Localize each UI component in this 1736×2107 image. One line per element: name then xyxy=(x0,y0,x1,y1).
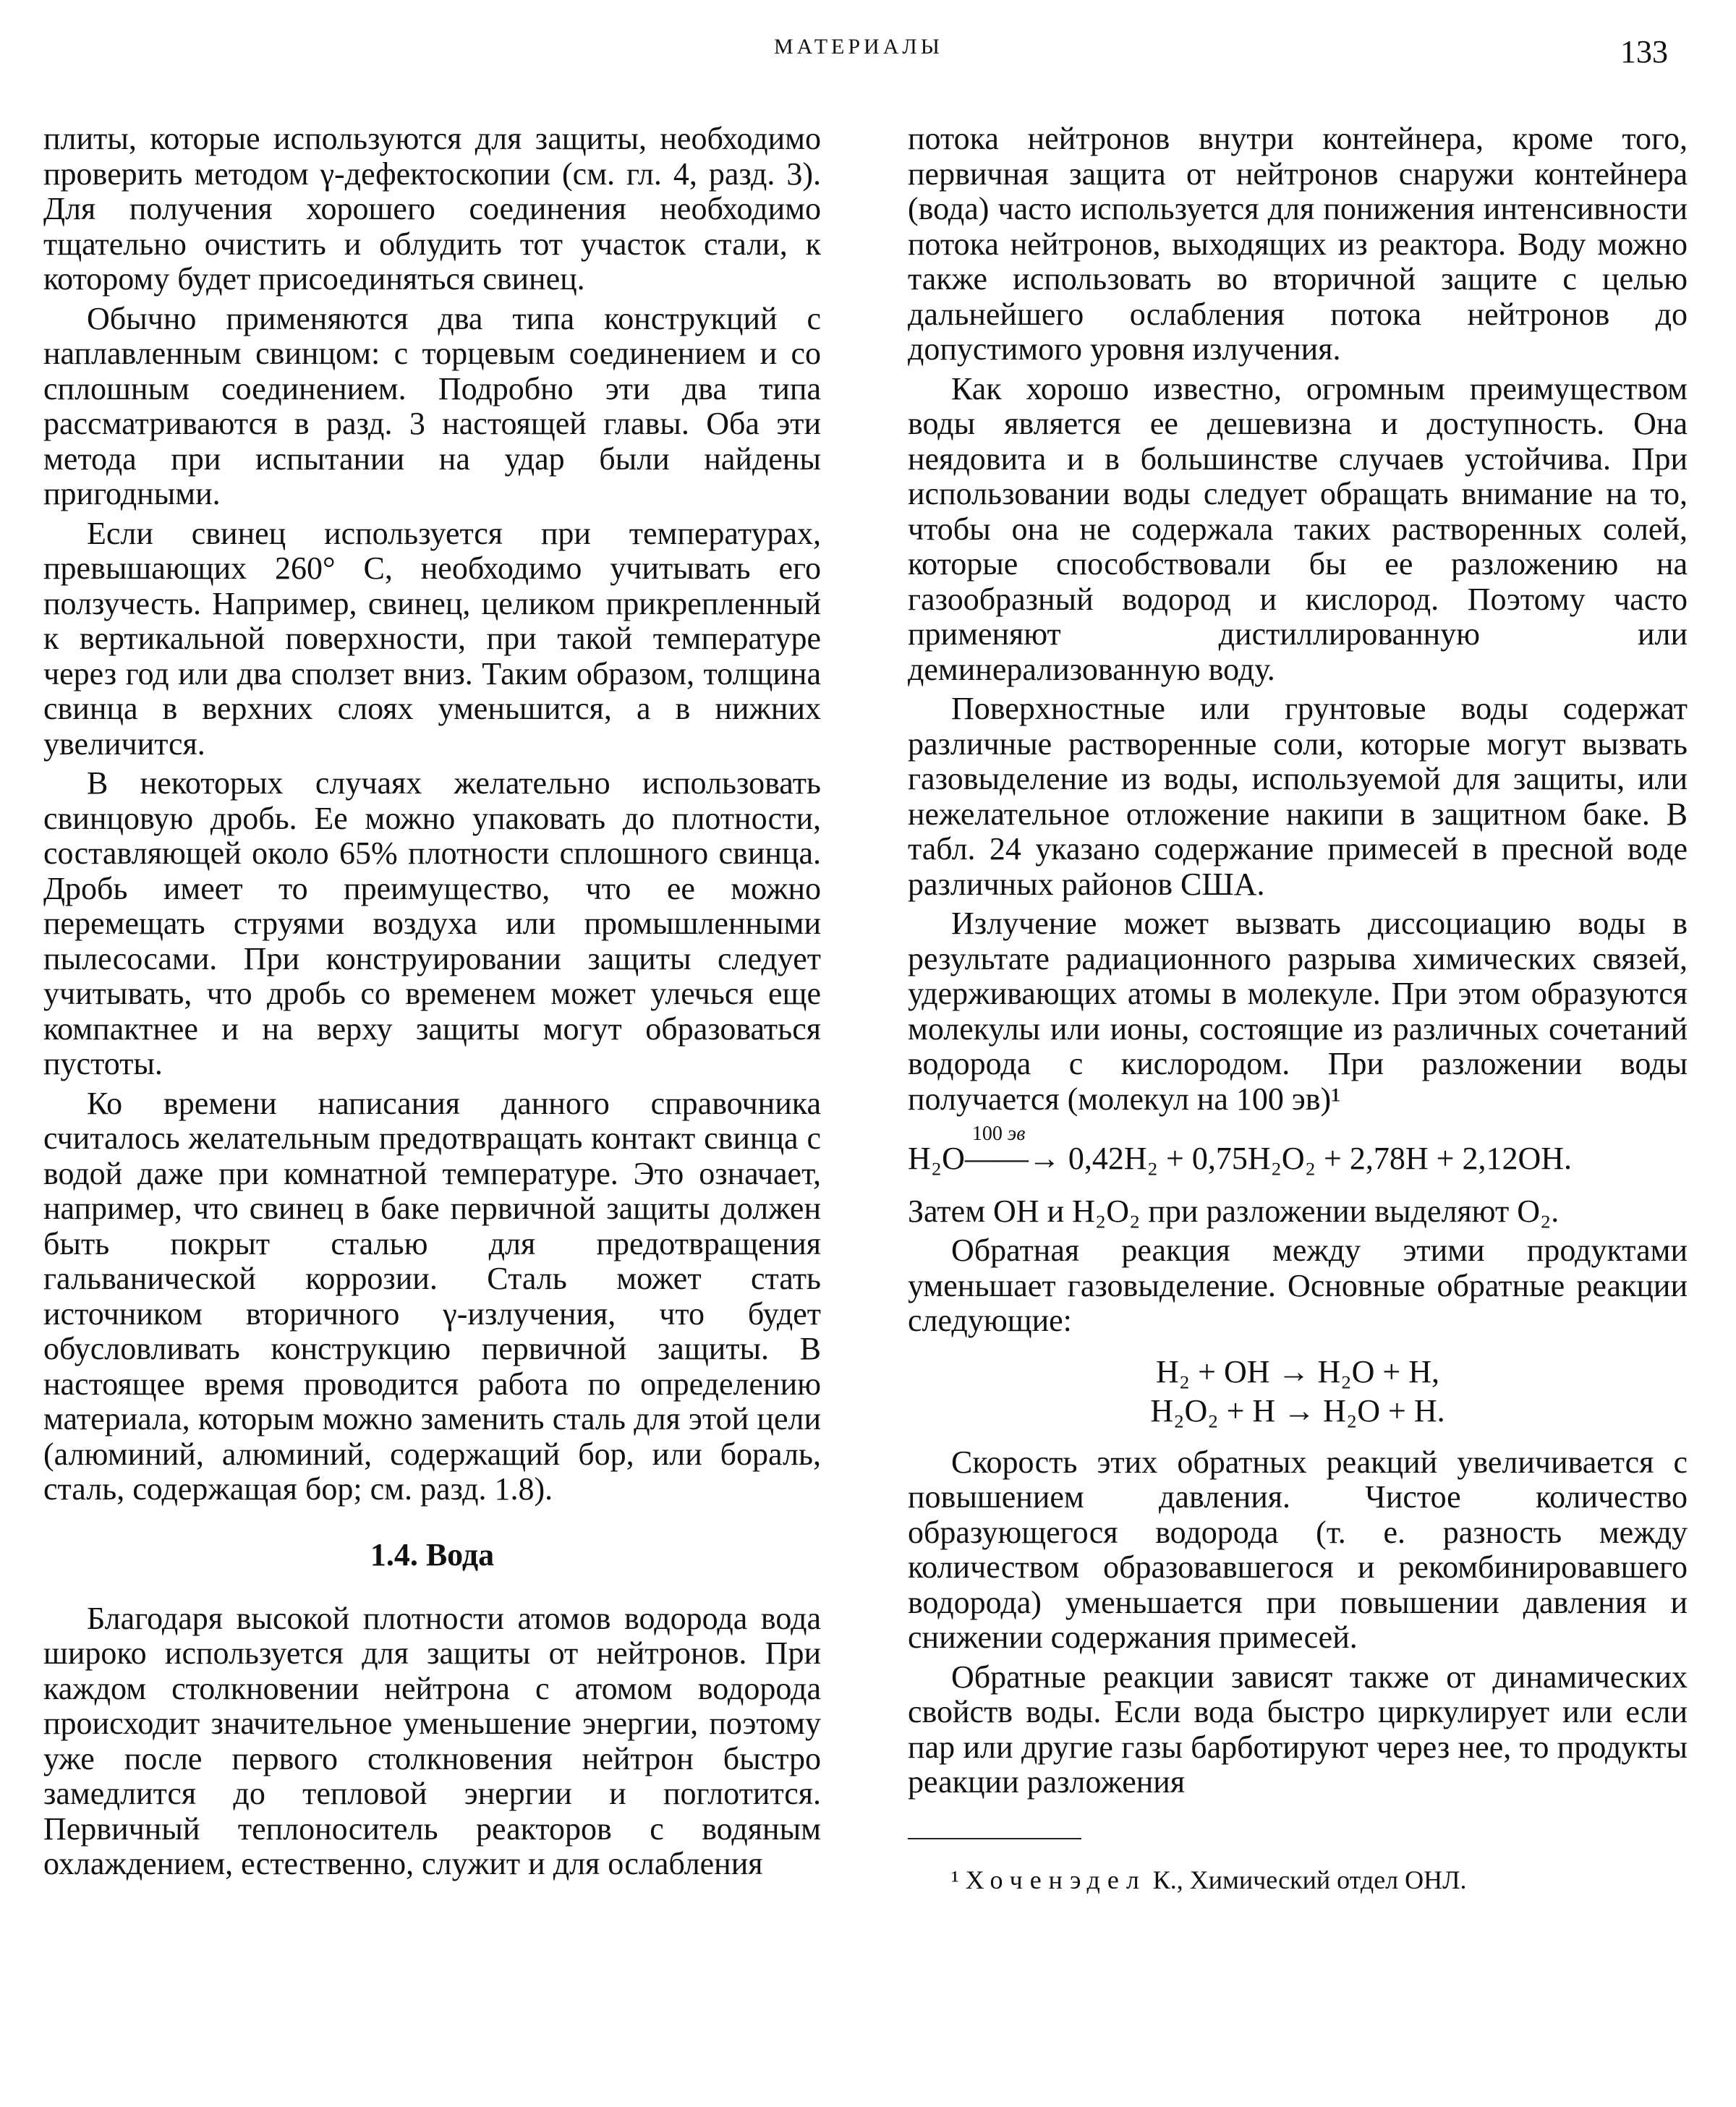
paragraph: Обратная реакция между этими продуктами уменьшает газовыделение. Основные обратные реакции следующие: xyxy=(908,1233,1688,1338)
footnote-divider xyxy=(908,1838,1081,1839)
arrow-glyph: ——→ xyxy=(964,1141,1060,1176)
paragraph: Обратные реакции зависят также от динамических свойств воды. Если вода быстро циркулирует или если пар или другие газы барботируют через нее, то продукты реакции разложения xyxy=(908,1659,1688,1800)
footnote-text: К., Химический отдел ОНЛ. xyxy=(1152,1865,1467,1894)
left-column xyxy=(43,122,821,1886)
paragraph: Ко времени написания данного справочника считалось желательным предотвращать контакт свинца с водой даже при комнатной температуре. Это означает, например, что свинец в баке первичной защиты должен быть покрыт сталью для предотвращения гальванической коррозии. Сталь может стать источником вторичного γ-излучения, что будет обусловливать конструкцию первичной защиты. В настоящее время проводится работа по определению материала, которым можно заменить сталь для этой цели (алюминий, алюминий, содержащий бор, или бораль, сталь, содержащая бор; см. разд. 1.8). xyxy=(43,1085,821,1507)
equation-reaction: H₂O₂ + H → H₂O + H. xyxy=(1150,1393,1445,1429)
paragraph: плиты, которые используются для защиты, необходимо проверить методом γ-дефектоскопии (см. гл. 4, разд. 3). Для получения хорошего соединения необходимо тщательно очистить и облудить тот участок стали, к которому будет присоединяться свинец. xyxy=(43,121,821,297)
footnote-author: Хоченэдел xyxy=(965,1865,1146,1894)
reverse-reactions xyxy=(908,1355,1688,1429)
paragraph: Если свинец используется при температурах, превышающих 260° С, необходимо учитывать его ползучесть. Например, свинец, целиком прикрепленный к вертикальной поверхности, при такой температуре через год или два сползет вниз. Таким образом, толщина свинца в верхних слоях уменьшится, а в нижних увеличится. xyxy=(43,515,821,762)
equation-rhs: 0,42H₂ + 0,75H₂O₂ + 2,78H + 2,12OH. xyxy=(1068,1141,1573,1176)
equation-decomposition xyxy=(908,1123,1688,1177)
paragraph: Благодаря высокой плотности атомов водорода вода широко используется для защиты от нейтронов. При каждом столкновении нейтрона с атомом водорода происходит значительное уменьшение энергии, поэтому уже после первого столкновения нейтрон быстро замедлится до тепловой энергии и поглотится. Первичный теплоноситель реакторов с водяным охлаждением, естественно, служит и для ослабления xyxy=(43,1600,821,1881)
reaction-arrow xyxy=(964,1123,1060,1177)
paragraph: Как хорошо известно, огромным преимуществом воды является ее дешевизна и доступность. Она неядовита и в большинстве случаев устойчива. При использовании воды следует обращать внимание на то, чтобы она не содержала таких растворенных солей, которые способствовали бы ее разложению на газообразный водород и кислород. Поэтому часто применяют дистиллированную или деминерализованную воду. xyxy=(908,370,1688,687)
paragraph: В некоторых случаях желательно использовать свинцовую дробь. Ее можно упаковать до плотности, составляющей около 65% плотности сплошного свинца. Дробь имеет то преимущество, что ее можно перемещать струями воздуха или промышленными пылесосами. При конструировании защиты следует учитывать, что дробь со временем может улечься еще компактнее и на верху защиты могут образоваться пустоты. xyxy=(43,765,821,1081)
right-column xyxy=(908,122,1688,1897)
arrow-label-number: 100 xyxy=(971,1123,1003,1145)
arrow-label-unit: эв xyxy=(1007,1123,1026,1145)
paragraph: Поверхностные или грунтовые воды содержат различные растворенные соли, которые могут вызвать газовыделение из воды, используемой для защиты, или нежелательное отложение накипи в защитном баке. В табл. 24 указано содержание примесей в пресной воде различных районов США. xyxy=(908,691,1688,902)
paragraph: потока нейтронов внутри контейнера, кроме того, первичная защита от нейтронов снаружи контейнера (вода) часто используется для понижения интенсивности потока нейтронов, выходящих из реактора. Воду можно также использовать во вторичной защите с целью дальнейшего ослабления потока нейтронов до допустимого уровня излучения. xyxy=(908,121,1688,367)
paragraph: Излучение может вызвать диссоциацию воды в результате радиационного разрыва химических связей, удерживающих атомы в молекуле. При этом образуются молекулы или ионы, состоящие из различных сочетаний водорода с кислородом. При разложении воды получается (молекул на 100 эв)¹ xyxy=(908,906,1688,1117)
running-title: МАТЕРИАЛЫ xyxy=(774,35,943,59)
section-heading: 1.4. Вода xyxy=(370,1536,495,1572)
paragraph: Скорость этих обратных реакций увеличивается с повышением давления. Чистое количество образующегося водорода (т. е. разность между количеством образовавшегося и рекомбинировавшего водорода) уменьшается при повышении давления и снижении содержания примесей. xyxy=(908,1444,1688,1655)
footnote xyxy=(908,1863,1688,1898)
equation-lhs: H₂O xyxy=(908,1141,965,1176)
page-number: 133 xyxy=(1620,34,1668,69)
equation-reaction: H₂ + OH → H₂O + H, xyxy=(1156,1353,1439,1389)
paragraph: Затем OH и H₂O₂ при разложении выделяют O₂. xyxy=(908,1193,1560,1229)
paragraph: Обычно применяются два типа конструкций с наплавленным свинцом: с торцевым соединением и со сплошным соединением. Подробно эти два типа рассматриваются в разд. 3 настоящей главы. Оба эти метода при испытании на удар были найдены пригодными. xyxy=(43,300,821,511)
footnote-mark: ¹ xyxy=(951,1865,959,1894)
